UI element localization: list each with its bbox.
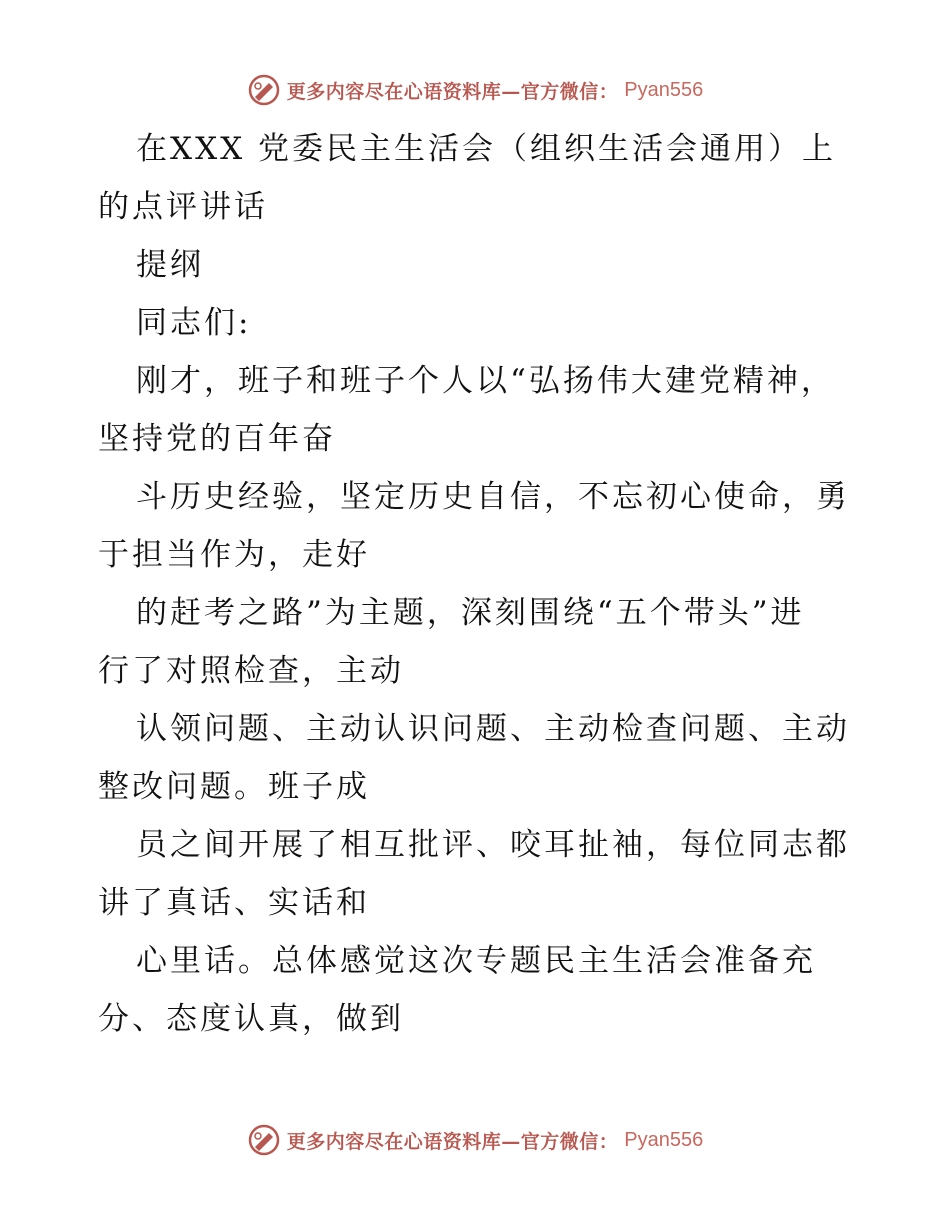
- subtitle: 提纲: [136, 247, 204, 283]
- footer-banner: [0, 1120, 950, 1160]
- title-line-2: 的点评讲话: [98, 189, 268, 225]
- paragraph-line: 行了对照检查，主动: [98, 653, 404, 689]
- salutation: 同志们:: [136, 305, 252, 341]
- banner-text: 更多内容尽在心语资料库—官方微信：: [286, 1130, 619, 1153]
- paragraph-line: 员之间开展了相互批评、咬耳扯袖，每位同志都: [136, 827, 850, 863]
- banner-wechat-id: Pyan556: [624, 78, 704, 101]
- document-body: [98, 120, 858, 1048]
- banner-text: 更多内容尽在心语资料库—官方微信：: [286, 80, 619, 103]
- paragraph-line: 坚持党的百年奋: [98, 421, 336, 457]
- paragraph-line: 于担当作为，走好: [98, 537, 370, 573]
- paragraph-line: 分、态度认真，做到: [98, 1001, 404, 1037]
- logo-icon: [247, 73, 281, 107]
- header-banner: [0, 70, 950, 110]
- paragraph-line: 讲了真话、实话和: [98, 885, 370, 921]
- paragraph-line: 心里话。总体感觉这次专题民主生活会准备充: [136, 943, 816, 979]
- paragraph-line: 整改问题。班子成: [98, 769, 370, 805]
- logo-icon: [247, 1123, 281, 1157]
- paragraph-line: 认领问题、主动认识问题、主动检查问题、主动: [136, 711, 850, 747]
- paragraph-line: 斗历史经验，坚定历史自信，不忘初心使命，勇: [136, 479, 850, 515]
- paragraph-line: 刚才，班子和班子个人以“弘扬伟大建党精神，: [136, 363, 835, 399]
- banner-wechat-id: Pyan556: [624, 1128, 704, 1151]
- title-line-1: 在XXX 党委民主生活会（组织生活会通用）上: [136, 131, 837, 167]
- paragraph-line: 的赶考之路”为主题，深刻围绕“五个带头”进: [136, 595, 805, 631]
